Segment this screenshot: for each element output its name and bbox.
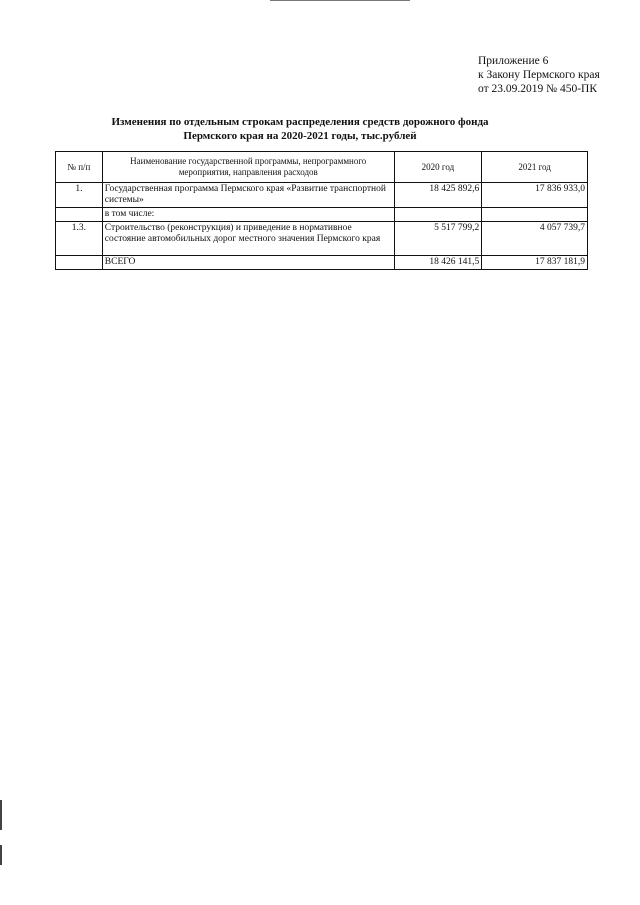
header-name: Наименование государственной программы, непрограммного мероприятия, направления расходов bbox=[102, 152, 394, 183]
header-2021: 2021 год bbox=[482, 152, 588, 183]
header-2020: 2020 год bbox=[394, 152, 481, 183]
table-row bbox=[56, 183, 588, 208]
scan-artifact-edge bbox=[0, 845, 2, 865]
appendix-header bbox=[478, 54, 628, 96]
row-value-2020: 5 517 799,2 bbox=[394, 222, 481, 256]
row-value-2021: 4 057 739,7 bbox=[482, 222, 588, 256]
row-value-2021: 17 836 933,0 bbox=[482, 183, 588, 208]
appendix-law-reference: к Закону Пермского края bbox=[478, 69, 600, 81]
appendix-law-date: от 23.09.2019 № 450-ПК bbox=[478, 83, 598, 95]
title-line-1: Изменения по отдельным строкам распределения средств дорожного фонда bbox=[111, 116, 489, 128]
row-name: в том числе: bbox=[102, 208, 394, 222]
table-row bbox=[56, 208, 588, 222]
document-title bbox=[60, 115, 540, 143]
row-number bbox=[56, 208, 103, 222]
row-value-2020: 18 425 892,6 bbox=[394, 183, 481, 208]
row-name: Государственная программа Пермского края «Развитие транспортной системы» bbox=[102, 183, 394, 208]
row-number: 1. bbox=[56, 183, 103, 208]
scan-artifact-edge bbox=[0, 800, 2, 830]
row-value-2021: 17 837 181,9 bbox=[482, 256, 588, 270]
row-name: ВСЕГО bbox=[102, 256, 394, 270]
row-name: Строительство (реконструкция) и приведение в нормативное состояние автомобильных дорог местного значения Пермского края bbox=[102, 222, 394, 256]
title-line-2: Пермского края на 2020-2021 годы, тыс.рублей bbox=[183, 130, 417, 142]
row-value-2020: 18 426 141,5 bbox=[394, 256, 481, 270]
scan-artifact-top bbox=[270, 0, 410, 1]
row-number: 1.3. bbox=[56, 222, 103, 256]
row-value-2021 bbox=[482, 208, 588, 222]
budget-table bbox=[55, 151, 588, 270]
appendix-number: Приложение 6 bbox=[478, 55, 549, 67]
header-number: № п/п bbox=[56, 152, 103, 183]
row-value-2020 bbox=[394, 208, 481, 222]
table-header-row bbox=[56, 152, 588, 183]
row-number bbox=[56, 256, 103, 270]
table-row bbox=[56, 222, 588, 256]
table-row-total bbox=[56, 256, 588, 270]
